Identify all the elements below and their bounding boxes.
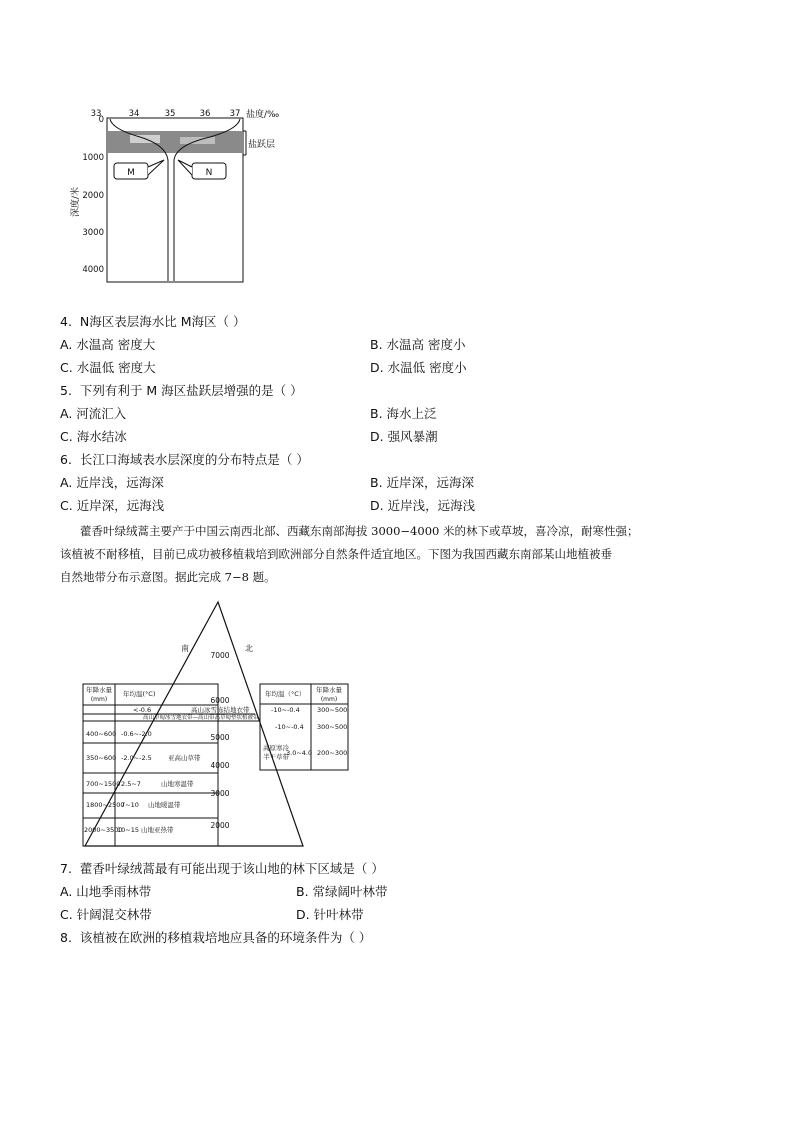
option-4c[interactable]: C. 水温低 密度大: [60, 360, 156, 375]
svg-text:<-0.6: <-0.6: [133, 706, 152, 714]
question-5: 5. 下列有利于 M 海区盐跃层增强的是（ ）: [60, 383, 303, 398]
zone-subalpine: 亚高山草带: [168, 754, 201, 762]
right-header-precip-unit: (mm): [320, 696, 338, 703]
elevation-label: 5000: [210, 733, 230, 742]
depth-tick: 1000: [82, 153, 104, 163]
option-5d[interactable]: D. 强风暴潮: [370, 429, 438, 444]
left-header-temp: 年均温(°C): [123, 690, 156, 698]
zone-snow-label: 高山冰雪冻结地衣带: [191, 706, 250, 714]
halocline-label: 盐跃层: [248, 140, 276, 150]
depth-tick: 0: [98, 115, 104, 125]
halocline-band: [107, 131, 243, 153]
option-4b[interactable]: B. 水温高 密度小: [370, 337, 466, 352]
salinity-tick: 36: [199, 109, 211, 119]
region-n-label: N: [205, 168, 213, 178]
svg-text:2.5~7: 2.5~7: [121, 780, 141, 788]
elevation-label: 7000: [210, 651, 230, 660]
svg-text:300~500: 300~500: [317, 706, 348, 714]
option-7d[interactable]: D. 针叶林带: [296, 907, 364, 922]
option-4a[interactable]: A. 水温高 密度大: [60, 337, 156, 352]
svg-text:10~15: 10~15: [117, 826, 139, 834]
zone-warm-temperate: 山地暖温带: [148, 801, 181, 809]
option-5b[interactable]: B. 海水上泛: [370, 406, 437, 421]
question-4: 4. N海区表层海水比 M海区（ ）: [60, 314, 246, 329]
option-6c[interactable]: C. 近岸深，远海浅: [60, 498, 165, 513]
salinity-unit-label: 盐度/‰: [246, 110, 280, 120]
depth-tick: 4000: [82, 265, 104, 275]
option-6a[interactable]: A. 近岸浅，远海深: [60, 475, 164, 490]
elevation-label: 2000: [210, 821, 230, 830]
svg-text:-10~-0.4: -10~-0.4: [275, 723, 304, 731]
svg-text:2000~3500: 2000~3500: [84, 826, 123, 834]
elevation-label: 4000: [210, 761, 230, 770]
option-6d[interactable]: D. 近岸浅，远海浅: [370, 498, 476, 513]
region-m-label: M: [127, 168, 135, 178]
svg-text:350~600: 350~600: [86, 754, 117, 762]
right-header-temp: 年均温（°C）: [265, 690, 306, 698]
svg-text:-0.6~-2.0: -0.6~-2.0: [121, 730, 152, 738]
left-header-precip: 年降水量: [86, 686, 112, 694]
svg-text:400~600: 400~600: [86, 730, 117, 738]
question-6: 6. 长江口海域表水层深度的分布特点是（ ）: [60, 452, 309, 467]
passage-line-3: 自然地带分布示意图。据此完成 7−8 题。: [60, 570, 276, 584]
right-header-precip: 年降水量: [316, 686, 342, 694]
salinity-tick: 35: [164, 109, 176, 119]
depth-tick: 2000: [82, 191, 104, 201]
option-5c[interactable]: C. 海水结冰: [60, 429, 127, 444]
depth-tick: 3000: [82, 228, 104, 238]
zone-subtropical: 山地亚热带: [141, 826, 174, 834]
passage-line-1: 藿香叶绿绒蒿主要产于中国云南西北部、西藏东南部海拔 3000−4000 米的林下或草坡，喜冷凉，耐寒性强；: [80, 524, 639, 538]
svg-text:1800~2500: 1800~2500: [86, 801, 125, 809]
salinity-tick: 37: [229, 109, 241, 119]
zone-meadow-line: 高山草甸冰雪地衣带—高山带高草甸垫状植被带: [143, 715, 259, 721]
svg-text:700~1500: 700~1500: [86, 780, 121, 788]
option-7c[interactable]: C. 针阔混交林带: [60, 907, 152, 922]
svg-text:-2.0~-2.5: -2.0~-2.5: [121, 754, 152, 762]
option-4d[interactable]: D. 水温低 密度小: [370, 360, 467, 375]
elevation-label: 6000: [210, 696, 230, 705]
vegetation-zone-figure: [75, 598, 355, 850]
svg-text:200~300: 200~300: [317, 749, 348, 757]
right-zone-line-2: 半干草带: [263, 753, 289, 761]
svg-text:3.0~4.0: 3.0~4.0: [286, 749, 313, 757]
left-header-precip-unit: (mm): [90, 696, 108, 703]
question-8: 8. 该植被在欧洲的移植栽培地应具备的环境条件为（ ）: [60, 930, 372, 945]
elevation-label: 3000: [210, 789, 230, 798]
salinity-depth-figure: [70, 105, 290, 285]
zone-cold-temperate: 山地寒温带: [161, 780, 194, 788]
option-7b[interactable]: B. 常绿阔叶林带: [296, 884, 388, 899]
option-7a[interactable]: A. 山地季雨林带: [60, 884, 152, 899]
depth-axis-label: 深度/米: [71, 186, 81, 217]
mountain-outline: [85, 602, 306, 846]
svg-text:300~500: 300~500: [317, 723, 348, 731]
option-6b[interactable]: B. 近岸深，远海深: [370, 475, 475, 490]
svg-text:-10~-0.4: -10~-0.4: [271, 706, 300, 714]
svg-text:7~10: 7~10: [121, 801, 139, 809]
salinity-tick: 33: [90, 109, 102, 119]
question-7: 7. 藿香叶绿绒蒿最有可能出现于该山地的林下区域是（ ）: [60, 861, 384, 876]
south-label: 南: [181, 644, 189, 653]
north-label: 北: [245, 644, 253, 653]
salinity-tick: 34: [128, 109, 140, 119]
passage-line-2: 该植被不耐移植，目前已成功被移植栽培到欧洲部分自然条件适宜地区。下图为我国西藏东南部某山地植被垂: [60, 547, 612, 561]
option-5a[interactable]: A. 河流汇入: [60, 406, 127, 421]
right-zone-line-1: 高原寒冷: [263, 744, 289, 752]
